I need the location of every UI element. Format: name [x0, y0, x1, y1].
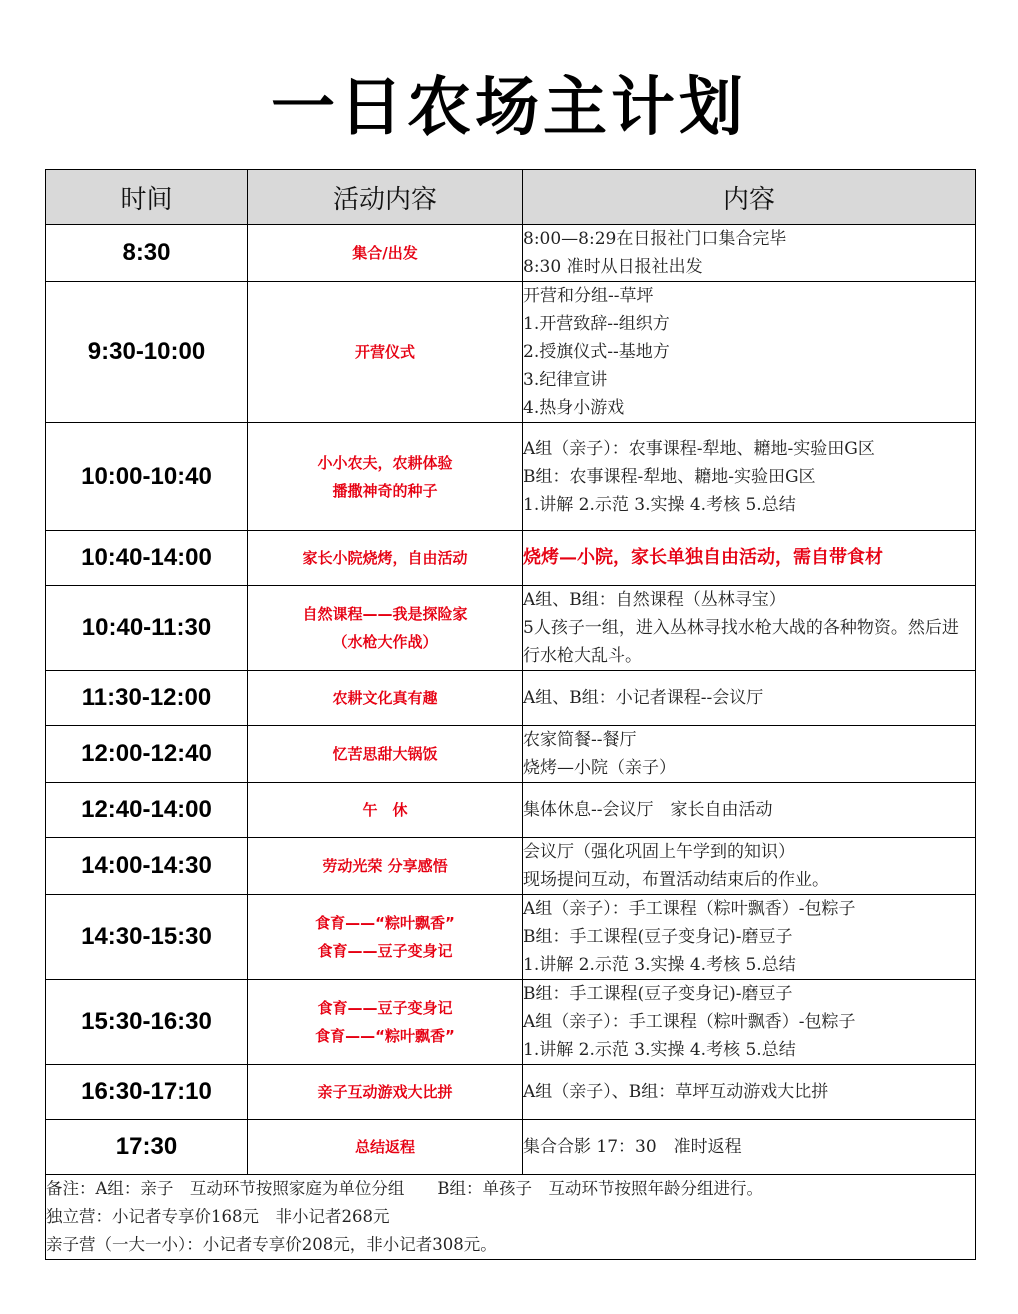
- activity-line: 食育——豆子变身记: [317, 999, 453, 1017]
- content-line: 1.讲解 2.示范 3.实操 4.考核 5.总结: [523, 1040, 796, 1060]
- time-cell: 17:30: [46, 1120, 248, 1175]
- activity-cell: [248, 531, 523, 586]
- content-cell: [523, 282, 976, 423]
- activity-line: 播撒神奇的种子: [332, 481, 438, 500]
- activity-cell: [248, 783, 523, 838]
- schedule-body: [46, 225, 976, 1175]
- activity-line: 自然课程——我是探险家: [302, 605, 468, 623]
- activity-line: 亲子互动游戏大比拼: [317, 1083, 453, 1101]
- content-line: 会议厅（强化巩固上午学到的知识）: [523, 842, 795, 862]
- content-line: A组（亲子）：农事课程-犁地、耱地-实验田G区: [523, 438, 875, 459]
- time-cell: 14:00-14:30: [46, 838, 248, 895]
- content-line: A组（亲子）、B组：草坪互动游戏大比拼: [523, 1082, 829, 1102]
- content-cell: [523, 423, 976, 531]
- content-cell: [523, 1065, 976, 1120]
- page-title: 一日农场主计划: [271, 71, 747, 145]
- note-line: 亲子营（一大一小）：小记者专享价208元，非小记者308元。: [46, 1235, 497, 1254]
- activity-line: 开营仪式: [354, 343, 415, 361]
- content-line: 开营和分组--草坪: [523, 286, 654, 306]
- note-line: 独立营：小记者专享价168元 非小记者268元: [46, 1207, 390, 1226]
- time-cell: 14:30-15:30: [46, 895, 248, 980]
- activity-line: 食育——“粽叶飘香”: [315, 914, 455, 932]
- notes-row: [46, 1175, 976, 1260]
- table-row: [46, 726, 976, 783]
- time-cell: 12:00-12:40: [46, 726, 248, 783]
- activity-cell: [248, 1120, 523, 1175]
- note-line: 备注：A组：亲子 互动环节按照家庭为单位分组 B组：单孩子 互动环节按照年龄分组进行。: [46, 1179, 764, 1198]
- activity-cell: [248, 980, 523, 1065]
- time-cell: 12:40-14:00: [46, 783, 248, 838]
- table-row: [46, 980, 976, 1065]
- content-line: 集合合影 17：30 准时返程: [523, 1137, 742, 1157]
- activity-line: 小小农夫，农耕体验: [317, 453, 453, 472]
- content-line: 4.热身小游戏: [523, 398, 625, 418]
- table-row: [46, 225, 976, 282]
- activity-cell: [248, 726, 523, 783]
- time-cell: 8:30: [46, 225, 248, 282]
- content-cell: [523, 586, 976, 671]
- activity-cell: [248, 225, 523, 282]
- content-line: 1.讲解 2.示范 3.实操 4.考核 5.总结: [523, 494, 796, 515]
- content-line: A组（亲子）：手工课程（粽叶飘香）-包粽子: [523, 1012, 856, 1032]
- time-cell: 10:40-14:00: [46, 531, 248, 586]
- header-activity: 活动内容: [248, 170, 523, 225]
- activity-cell: [248, 895, 523, 980]
- table-row: [46, 423, 976, 531]
- content-cell: [523, 1120, 976, 1175]
- content-line: B组：农事课程-犁地、耱地-实验田G区: [523, 466, 816, 487]
- content-line: B组：手工课程(豆子变身记)-磨豆子: [523, 927, 793, 947]
- time-cell: 10:00-10:40: [46, 423, 248, 531]
- activity-line: 农耕文化真有趣: [332, 689, 438, 707]
- content-cell: [523, 726, 976, 783]
- activity-cell: [248, 586, 523, 671]
- content-line: A组、B组：小记者课程--会议厅: [523, 688, 764, 708]
- activity-line: 食育——“粽叶飘香”: [315, 1027, 455, 1045]
- content-line: 3.纪律宣讲: [523, 370, 608, 390]
- time-cell: 11:30-12:00: [46, 671, 248, 726]
- table-row: [46, 671, 976, 726]
- schedule-table: [45, 169, 976, 1260]
- content-line: 1.开营致辞--组织方: [523, 314, 670, 334]
- content-line: A组（亲子）：手工课程（粽叶飘香）-包粽子: [523, 899, 856, 919]
- header-content: 内容: [523, 170, 976, 225]
- activity-line: 食育——豆子变身记: [317, 942, 453, 960]
- notes-cell: [46, 1175, 976, 1260]
- table-row: [46, 282, 976, 423]
- content-cell: [523, 838, 976, 895]
- activity-line: 忆苦思甜大锅饭: [332, 745, 438, 763]
- content-cell: [523, 531, 976, 586]
- activity-line: 劳动光荣 分享感悟: [322, 857, 448, 875]
- activity-cell: [248, 1065, 523, 1120]
- table-row: [46, 1065, 976, 1120]
- content-line: B组：手工课程(豆子变身记)-磨豆子: [523, 984, 793, 1004]
- content-cell: [523, 783, 976, 838]
- activity-cell: [248, 671, 523, 726]
- content-line: 集体休息--会议厅 家长自由活动: [523, 800, 773, 820]
- content-cell: [523, 980, 976, 1065]
- table-header-row: [46, 170, 976, 225]
- content-line: 烧烤—小院（亲子）: [523, 758, 676, 778]
- time-cell: 10:40-11:30: [46, 586, 248, 671]
- time-cell: 9:30-10:00: [46, 282, 248, 423]
- header-time: 时间: [46, 170, 248, 225]
- table-row: [46, 895, 976, 980]
- time-cell: 16:30-17:10: [46, 1065, 248, 1120]
- table-row: [46, 838, 976, 895]
- time-cell: 15:30-16:30: [46, 980, 248, 1065]
- activity-cell: [248, 423, 523, 531]
- table-row: [46, 531, 976, 586]
- content-cell: [523, 671, 976, 726]
- table-row: [46, 586, 976, 671]
- content-line: 2.授旗仪式--基地方: [523, 342, 670, 362]
- activity-cell: [248, 838, 523, 895]
- activity-line: （水枪大作战）: [332, 633, 438, 651]
- content-line: 现场提问互动，布置活动结束后的作业。: [523, 870, 829, 890]
- content-line: 农家简餐--餐厅: [523, 730, 637, 750]
- content-cell: [523, 895, 976, 980]
- activity-cell: [248, 282, 523, 423]
- content-line: 8:30 准时从日报社出发: [523, 257, 703, 277]
- table-row: [46, 1120, 976, 1175]
- activity-line: 家长小院烧烤，自由活动: [302, 549, 468, 567]
- content-line: 5人孩子一组，进入丛林寻找水枪大战的各种物资。然后进行水枪大乱斗。: [523, 618, 959, 666]
- activity-line: 午 休: [362, 801, 408, 819]
- activity-line: 集合/出发: [352, 244, 418, 262]
- content-cell: [523, 225, 976, 282]
- content-line: 8:00—8:29在日报社门口集合完毕: [523, 229, 787, 249]
- activity-line: 总结返程: [354, 1138, 415, 1156]
- content-line: 1.讲解 2.示范 3.实操 4.考核 5.总结: [523, 955, 796, 975]
- content-line: A组、B组：自然课程（丛林寻宝）: [523, 590, 786, 610]
- content-line: 烧烤—小院，家长单独自由活动，需自带食材: [523, 547, 883, 568]
- table-row: [46, 783, 976, 838]
